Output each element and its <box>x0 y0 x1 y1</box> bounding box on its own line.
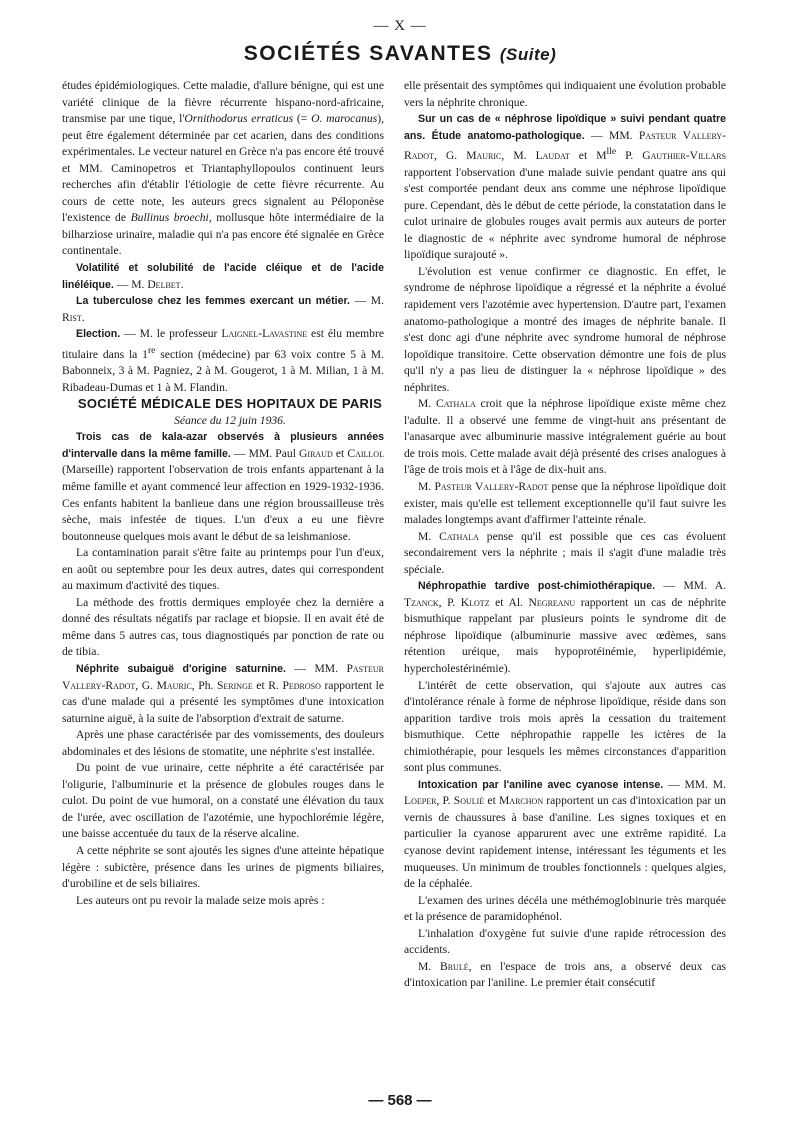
page-title-suite: (Suite) <box>499 45 557 64</box>
left-column <box>62 78 384 909</box>
paragraph: M. Brulé, en l'espace de trois ans, a observé deux cas d'intoxication par l'aniline. Le premier était consécutif <box>404 959 727 990</box>
paragraph: études épidémiologiques. Cette maladie, d'allure bénigne, qui est une variété clinique de la fièvre récurrente hispano-nord-africaine, transmise par une tique, l'Ornithodorus erraticus (= O. marocanus), peut être également déterminée par cet acarien, dans des conditions expérimentales. Le vecteur naturel en Grèce n'a pas encore été trouvé et MM. Caminopetros et Triantaphyllopoulos continuent leurs recherches afin d'établir l'étiologie de cette fièvre récurrente. Au cours de cette note, les auteurs grecs signalent au Péloponèse l'existence de Bullinus broechi, mollusque hôte intermédiaire de la bilharziose urinaire, maladie qui n'a pas encore été signalée en Grèce continentale. <box>62 79 384 258</box>
paragraph: La tuberculose chez les femmes exercant un métier. — M. Rist. <box>62 294 384 324</box>
article-title: La tuberculose chez les femmes exercant un métier. <box>76 295 350 308</box>
paragraph: Du point de vue urinaire, cette néphrite a été caractérisée par l'oligurie, l'albuminurie et la présence de globules rouges dans le culot. Du point de vue humoral, on a constaté une élévation du taux de l'urée, avec oscillation de l'azotémie, une hypochlorémie légère, une baisse accentuée du taux de la réserve alcaline. <box>62 761 384 841</box>
page-title-text: SOCIÉTÉS SAVANTES <box>243 42 493 65</box>
paragraph: L'évolution est venue confirmer ce diagnostic. En effet, le syndrome de néphrose lipoïdique a régressé et la néphrite a évolué rapidement vers l'azotémie avec hypertension. D'autre part, l'examen anatomo-pathologique a montré des images de néphrite banale. Il s'est donc agi d'une néphrite avec syndrome humoral de néphrose lopoïdique transitoire. Cette observation démontre une fois de plus qu'il n'y a pas lieu de distinguer la « néphrose lipoïdique » des néphrites. <box>404 264 726 394</box>
paragraph: M. Cathala croit que la néphrose lipoïdique existe même chez l'adulte. Il a observé une femme de vingt-huit ans présentant de l'anasarque avec albuminurie massive intégralement guérie au bout de trois mois. Cette malade avait déjà présenté des crises analogues à l'âge de trois mois et à l'âge de dix-huit ans. <box>404 397 726 477</box>
page-number: — 568 — <box>368 1092 432 1109</box>
paragraph: Election. — M. le professeur Laignel-Lavastine est élu membre titulaire dans la 1re section (médecine) par 63 voix contre 5 à M. Babonneix, 3 à M. Pagniez, 2 à M. Gougerot, 1 à M. Milian, 1 à M. Ribadeau-Dumas et 1 à M. Flandin. <box>62 327 384 394</box>
paragraph: Après une phase caractérisée par des vomissements, des douleurs abdominales et des lésions de stomatite, une néphrite s'est installée. <box>62 728 384 758</box>
paragraph: M. Pasteur Vallery-Radot pense que la néphrose lipoïdique doit exister, mais qu'elle est tellement exceptionnelle qu'il faut suivre les malades longtemps avant d'affirmer l'atteinte rénale. <box>404 479 727 527</box>
page-header-mark: — X — <box>373 18 427 34</box>
paragraph: L'examen des urines décéla une méthémoglobinurie très marquée et la présence de paramidophénol. <box>404 893 726 924</box>
paragraph: L'intérêt de cette observation, qui s'ajoute aux autres cas d'intolérance rénale à forme de néphrose lipoïdique, réside dans son apparition tardive trois mois après la cessation du traitement bismuthique. Cette néphropathie rappelle les ictères de la chimiothérapie, pour lesquels les mêmes circonstances d'apparition sont plus communes. <box>404 678 726 775</box>
paragraph: La méthode des frottis dermiques employée chez la dernière a donné des résultats négatifs par raclage et biopsie. Il en avait été de même dans 5 autres cas, tous diagnostiqués par ponction de rate ou de tibia. <box>62 595 384 659</box>
article-title: Néphropathie tardive post-chimiothérapique. <box>418 580 656 593</box>
paragraph: Les auteurs ont pu revoir la malade seize mois après : <box>76 893 325 907</box>
paragraph: Néphropathie tardive post-chimiothérapique. — MM. A. Tzanck, P. Klotz et Al. Negreanu rapportent un cas de néphrite bismuthique rappelant par plusieurs points le syndrome dit de néphrose lipoïdique (albuminurie massive avec œdèmes, sans rétention uréique, mais hypoprotéinémie, hyperlipidémie, hypercholestérinémie). <box>404 579 727 675</box>
paragraph: elle présentait des symptômes qui indiquaient une évolution probable vers la néphrite chronique. <box>404 79 726 109</box>
article-title: Volatilité et solubilité de l'acide cléique et de l'acide linéléique. <box>62 262 384 291</box>
paragraph: Sur un cas de « néphrose lipoïdique » suivi pendant quatre ans. Étude anatomo-pathologique. — MM. Pasteur Vallery-Radot, G. Mauric, M. Laudat et $M^{lle}$ P. Gauthier-Villars rapportent l'observation d'une malade suivie pendant quatre ans qui s'est comportée pendant deux ans comme une néphrose lipoïdique pure. Cependant, dès le début de cette période, la constatation dans le culot urinaire de globules rouges avait permis aux auteurs de porter le diagnostic de « néphrite avec syndrome humoral de néphrose lipoïdique surajouté ». <box>404 113 727 262</box>
paragraph: L'inhalation d'oxygène fut suivie d'une rapide rétrocession des accidents. <box>404 926 726 957</box>
article-title: Election. <box>76 328 121 341</box>
section-date: Séance du 12 juin 1936. <box>174 413 286 427</box>
page-title <box>0 42 800 66</box>
paragraph: M. Cathala pense qu'il est possible que ces cas évoluent secondairement vers la néphrite ; mais il s'agit d'une maladie très spéciale. <box>404 529 726 576</box>
paragraph: Volatilité et solubilité de l'acide cléique et de l'acide linéléique. — M. Delbet. <box>62 262 384 291</box>
paragraph: La contamination parait s'être faite au printemps pour l'un d'eux, en août ou septembre pour les deux autres, dates qui correspondent au maximum d'activité des tiques. <box>62 546 384 593</box>
paragraph: A cette néphrite se sont ajoutés les signes d'une atteinte hépatique légère : subictère, présence dans les urines de pigments biliaires, d'urobiline et de sels biliaires. <box>62 844 384 891</box>
right-column <box>404 78 726 992</box>
paragraph: Trois cas de kala-azar observés à plusieurs années d'intervalle dans la même famille. — MM. Paul Giraud et Caillol (Marseille) rapportent l'observation de trois enfants appartenant à la même famille et ayant commencé leur affection en 1929-1932-1936. Ces enfants habitent la banlieue dans une région broussailleuse très sèche, mais infestée de tiques. L'un d'eux a eu une fièvre boutonneuse quelques mois avant le début de sa leishmaniose. <box>62 431 384 543</box>
section-title: SOCIÉTÉ MÉDICALE DES HOPITAUX DE PARIS <box>77 396 383 412</box>
article-title: Trois cas de kala-azar observés à plusieurs années d'intervalle dans la même famille. <box>62 431 384 460</box>
article-title: Intoxication par l'aniline avec cyanose intense. <box>418 778 664 791</box>
article-title: Sur un cas de « néphrose lipoïdique » suivi pendant quatre ans. Étude anatomo-pathologique. <box>404 113 726 142</box>
paragraph: Néphrite subaiguë d'origine saturnine. — MM. Pasteur Vallery-Radot, G. Mauric, Ph. Seringe et R. Pedroso rapportent le cas d'une malade qui a présenté les symptômes d'une intoxication saturnine aiguë, à la suite de l'absorption d'extrait de saturne. <box>62 662 385 725</box>
article-title: Néphrite subaiguë d'origine saturnine. <box>76 663 286 675</box>
paragraph: Intoxication par l'aniline avec cyanose intense. — MM. M. Loeper, P. Soulié et Marchon rapportent un cas d'intoxication par un vernis de chaussures à base d'aniline. Les signes toxiques et en particulier la cyanose apparurent avec une extrême rapidité. La cyanose devint rapidement intense, intéressant les téguments et les muqueuses. Un minimum de troubles fonctionnels : quelques algies, de la céphalée. <box>404 777 727 891</box>
